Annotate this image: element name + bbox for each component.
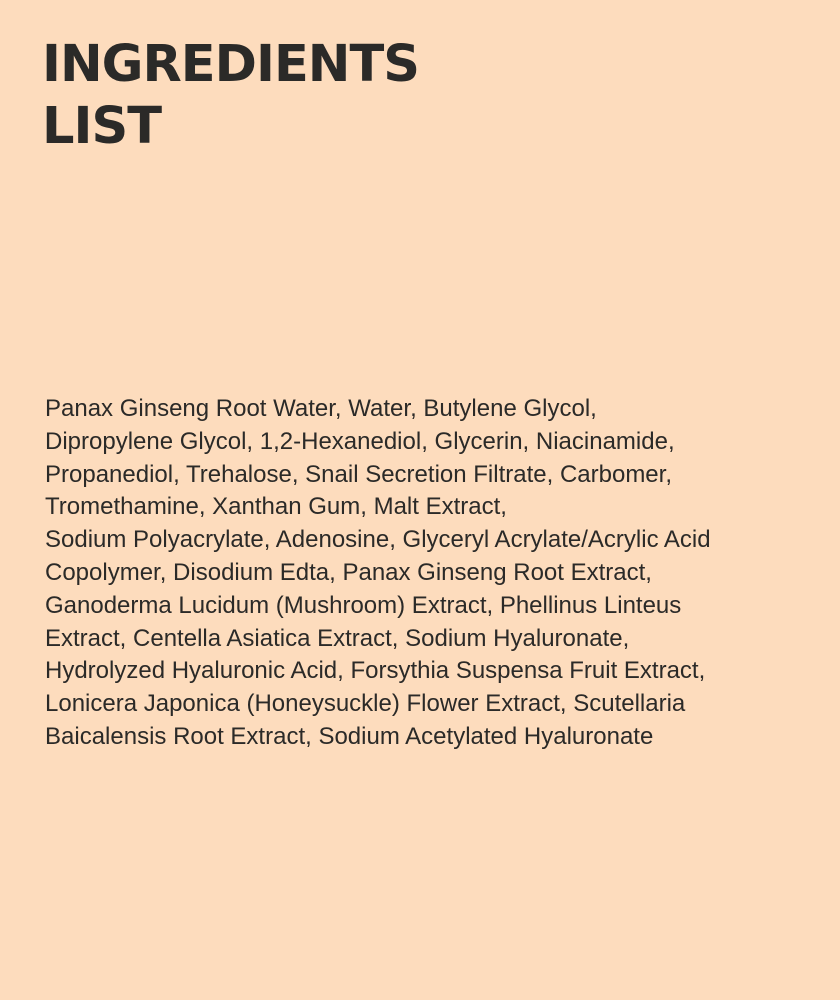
ingredients-line: Lonicera Japonica (Honeysuckle) Flower Extract, Scutellaria bbox=[45, 690, 686, 718]
ingredients-line: Extract, Centella Asiatica Extract, Sodium Hyaluronate, bbox=[45, 624, 630, 652]
ingredients-line: Baicalensis Root Extract, Sodium Acetylated Hyaluronate bbox=[45, 722, 654, 750]
ingredients-list bbox=[45, 393, 835, 754]
title-line-1: INGREDIENTS bbox=[42, 35, 419, 94]
ingredients-line: Ganoderma Lucidum (Mushroom) Extract, Phellinus Linteus bbox=[45, 591, 682, 619]
ingredients-line: Sodium Polyacrylate, Adenosine, Glyceryl Acrylate/Acrylic Acid bbox=[45, 526, 711, 554]
ingredients-line: Copolymer, Disodium Edta, Panax Ginseng Root Extract, bbox=[45, 558, 652, 586]
ingredients-line: Hydrolyzed Hyaluronic Acid, Forsythia Suspensa Fruit Extract, bbox=[45, 657, 706, 685]
title-line-2: LIST bbox=[42, 97, 161, 156]
ingredients-line: Dipropylene Glycol, 1,2-Hexanediol, Glycerin, Niacinamide, bbox=[45, 427, 675, 455]
page-title bbox=[42, 34, 419, 158]
ingredients-line: Propanediol, Trehalose, Snail Secretion Filtrate, Carbomer, bbox=[45, 460, 672, 488]
ingredients-line: Tromethamine, Xanthan Gum, Malt Extract, bbox=[45, 493, 507, 521]
ingredients-line: Panax Ginseng Root Water, Water, Butylene Glycol, bbox=[45, 395, 597, 422]
